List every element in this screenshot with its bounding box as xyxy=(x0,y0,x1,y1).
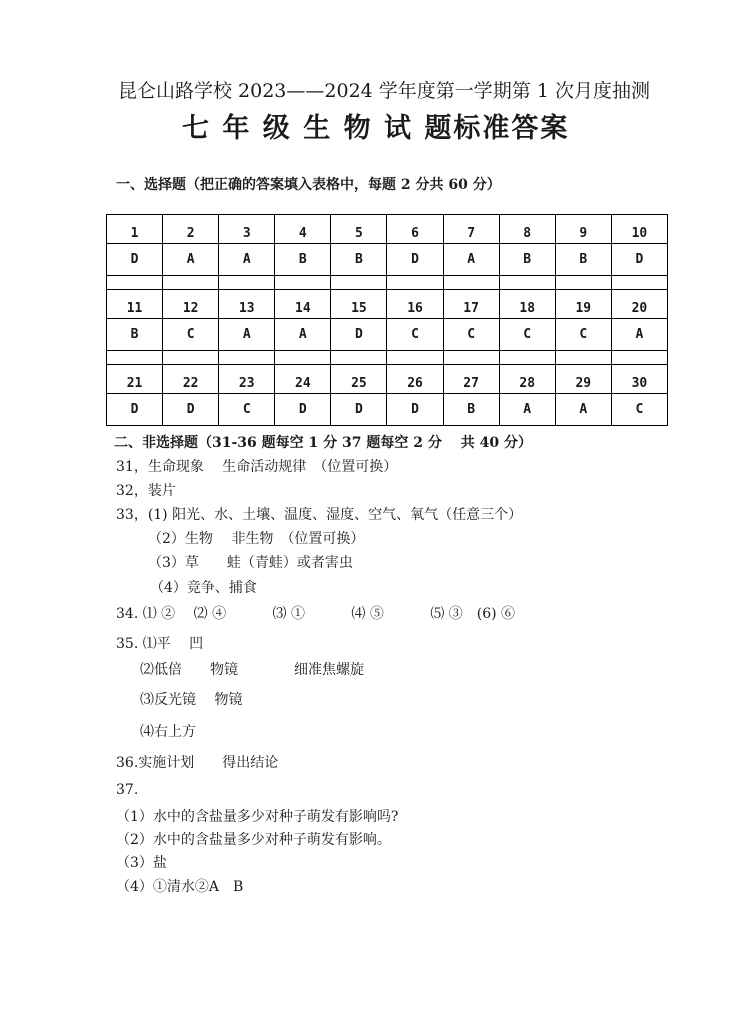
answer-cell: B xyxy=(331,244,387,276)
question-number: 28 xyxy=(499,365,555,394)
answer-cell: B xyxy=(499,244,555,276)
question-number: 25 xyxy=(331,365,387,394)
question-number: 12 xyxy=(163,290,219,319)
answer-cell: B xyxy=(107,319,163,351)
table-row-answers-3 xyxy=(107,394,668,426)
answer-cell: D xyxy=(107,244,163,276)
question-number: 30 xyxy=(611,365,667,394)
question-number: 11 xyxy=(107,290,163,319)
question-number: 6 xyxy=(387,215,443,244)
question-number: 14 xyxy=(275,290,331,319)
question-number: 10 xyxy=(611,215,667,244)
answer-table xyxy=(106,214,668,426)
question-number: 23 xyxy=(219,365,275,394)
answer-37-3: （3）盐 xyxy=(116,855,167,871)
page-title: 七 年 级 生 物 试 题标准答案 xyxy=(182,113,570,144)
answer-cell: D xyxy=(387,244,443,276)
question-number: 21 xyxy=(107,365,163,394)
answer-cell: C xyxy=(611,394,667,426)
answer-37-label: 37. xyxy=(116,782,139,798)
table-row-numbers-1 xyxy=(107,215,668,244)
answer-36: 36.实施计划 得出结论 xyxy=(116,755,279,771)
answer-cell: A xyxy=(219,319,275,351)
answer-33-3: （3）草 蛙（青蛙）或者害虫 xyxy=(148,555,353,571)
question-number: 29 xyxy=(555,365,611,394)
answer-cell: A xyxy=(443,244,499,276)
question-number: 5 xyxy=(331,215,387,244)
answer-cell: D xyxy=(331,394,387,426)
answer-33-2: （2）生物 非生物 （位置可换） xyxy=(148,531,365,547)
answer-33-4: （4）竞争、捕食 xyxy=(150,580,257,596)
question-number: 15 xyxy=(331,290,387,319)
answer-37-1: （1）水中的含盐量多少对种子萌发有影响吗? xyxy=(116,809,399,825)
answer-cell: A xyxy=(499,394,555,426)
answer-cell: A xyxy=(275,319,331,351)
question-number: 20 xyxy=(611,290,667,319)
question-number: 1 xyxy=(107,215,163,244)
answer-cell: B xyxy=(443,394,499,426)
answer-37-4: （4）①清水②A B xyxy=(116,879,244,895)
answer-32: 32，装片 xyxy=(116,483,176,499)
answer-35-4: ⑷右上方 xyxy=(140,724,196,740)
question-number: 18 xyxy=(499,290,555,319)
school-header: 昆仑山路学校 2023——2024 学年度第一学期第 1 次月度抽测 xyxy=(118,80,650,102)
answer-37-2: （2）水中的含盐量多少对种子萌发有影响。 xyxy=(116,832,391,848)
answer-cell: D xyxy=(275,394,331,426)
answer-cell: C xyxy=(499,319,555,351)
answer-cell: B xyxy=(275,244,331,276)
question-number: 19 xyxy=(555,290,611,319)
question-number: 22 xyxy=(163,365,219,394)
answer-35-2: ⑵低倍 物镜 细准焦螺旋 xyxy=(140,662,364,678)
answer-cell: B xyxy=(555,244,611,276)
section-2-title: 二、非选择题（31-36 题每空 1 分 37 题每空 2 分 共 40 分） xyxy=(114,435,532,451)
answer-31: 31，生命现象 生命活动规律 （位置可换） xyxy=(116,459,398,475)
question-number: 17 xyxy=(443,290,499,319)
question-number: 26 xyxy=(387,365,443,394)
answer-cell: C xyxy=(443,319,499,351)
table-row-answers-1 xyxy=(107,244,668,276)
section-1-title: 一、选择题（把正确的答案填入表格中，每题 2 分共 60 分） xyxy=(116,177,501,193)
answer-cell: A xyxy=(555,394,611,426)
answer-cell: C xyxy=(555,319,611,351)
answer-34: 34. ⑴ ② ⑵ ④ ⑶ ① ⑷ ⑤ ⑸ ③ (6) ⑥ xyxy=(116,606,516,622)
answer-cell: A xyxy=(163,244,219,276)
question-number: 24 xyxy=(275,365,331,394)
question-number: 16 xyxy=(387,290,443,319)
table-row-numbers-2 xyxy=(107,290,668,319)
answer-33-1: 33，(1) 阳光、水、土壤、温度、湿度、空气、氧气（任意三个） xyxy=(116,507,523,523)
answer-cell: A xyxy=(219,244,275,276)
question-number: 8 xyxy=(499,215,555,244)
table-row-answers-2 xyxy=(107,319,668,351)
answer-35-3: ⑶反光镜 物镜 xyxy=(140,692,243,708)
table-row-numbers-3 xyxy=(107,365,668,394)
answer-35-1: 35. ⑴平 凹 xyxy=(116,636,204,652)
question-number: 9 xyxy=(555,215,611,244)
answer-cell: C xyxy=(387,319,443,351)
question-number: 4 xyxy=(275,215,331,244)
answer-cell: D xyxy=(611,244,667,276)
answer-cell: D xyxy=(331,319,387,351)
answer-cell: A xyxy=(611,319,667,351)
question-number: 2 xyxy=(163,215,219,244)
answer-cell: D xyxy=(163,394,219,426)
question-number: 27 xyxy=(443,365,499,394)
answer-cell: C xyxy=(219,394,275,426)
answer-cell: D xyxy=(107,394,163,426)
question-number: 7 xyxy=(443,215,499,244)
answer-cell: D xyxy=(387,394,443,426)
table-spacer-row xyxy=(107,276,668,290)
answer-cell: C xyxy=(163,319,219,351)
question-number: 13 xyxy=(219,290,275,319)
table-spacer-row xyxy=(107,351,668,365)
question-number: 3 xyxy=(219,215,275,244)
